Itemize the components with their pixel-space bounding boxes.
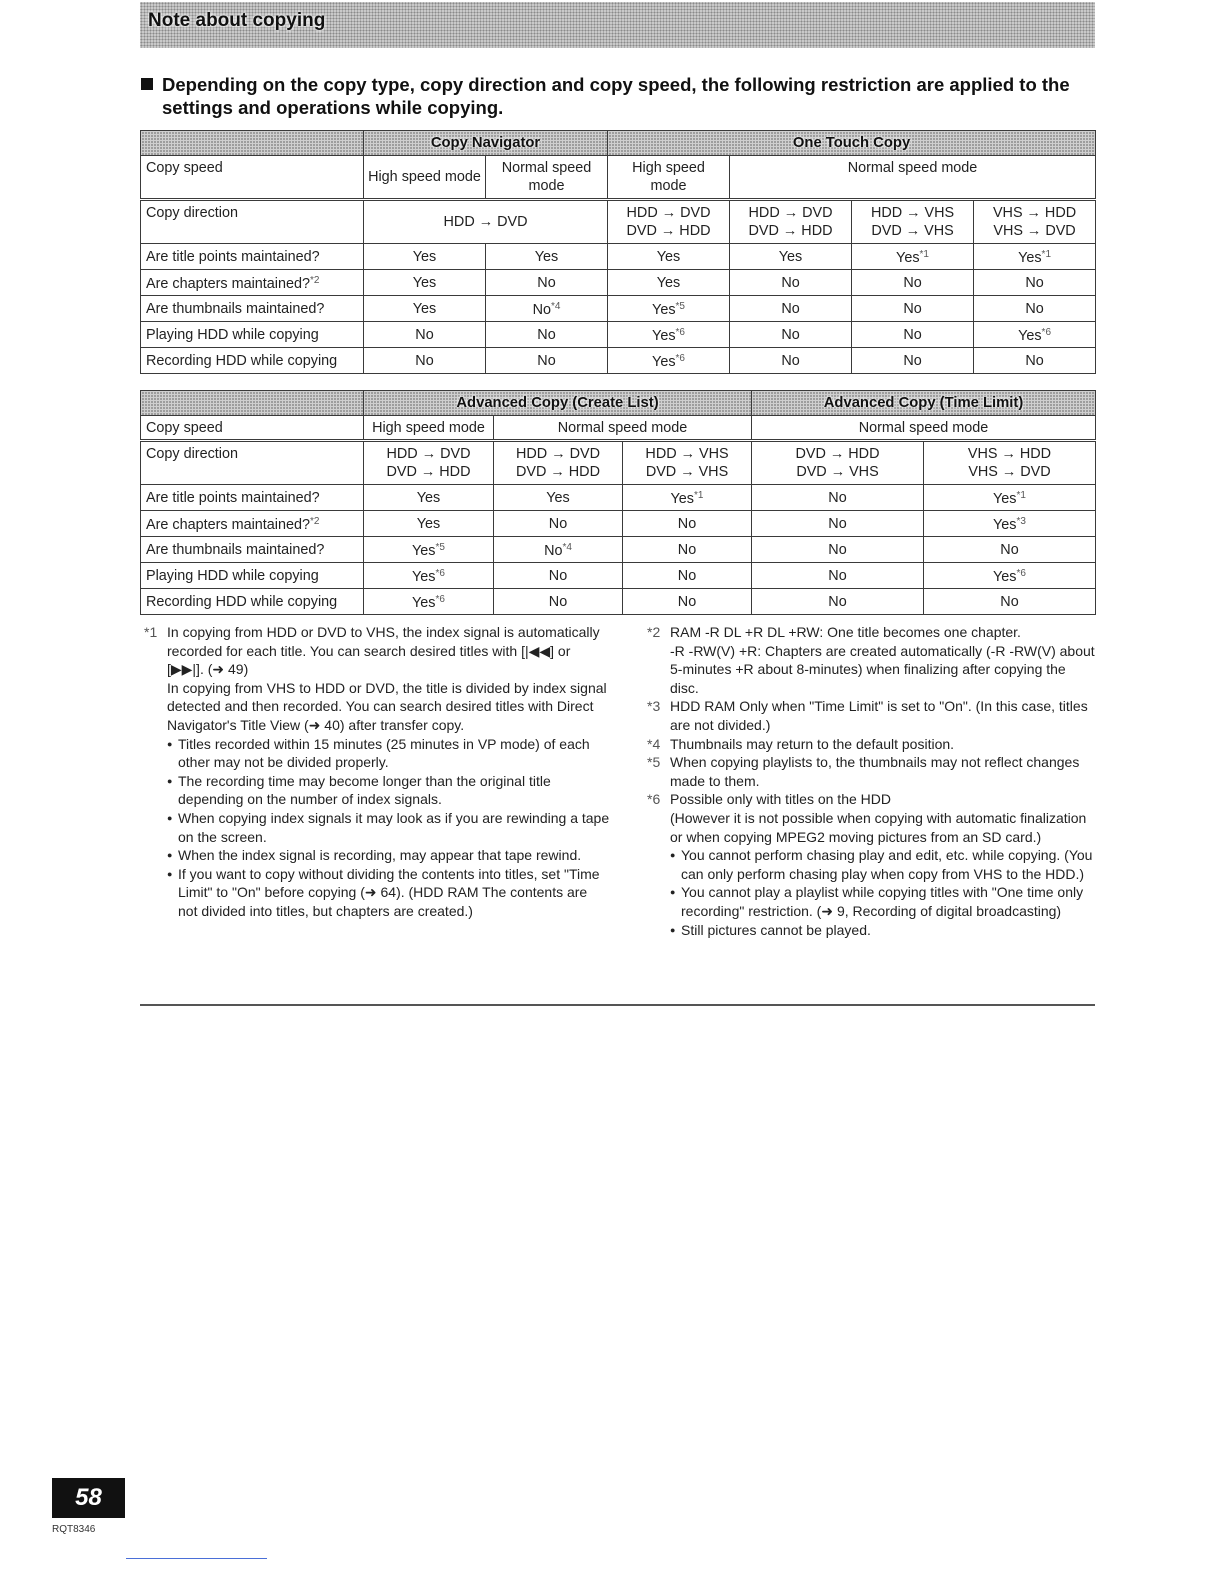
table-cell: No — [623, 537, 752, 563]
t2-direction-2: HDD → DVD DVD → HDD — [494, 441, 623, 485]
copy-speed-label: Copy speed — [141, 416, 364, 441]
link-underline — [126, 1558, 267, 1559]
table-cell: No — [752, 511, 924, 537]
table-cell: Yes — [730, 244, 852, 270]
row-label: Recording HDD while copying — [141, 348, 364, 374]
t1-speed-otc-high: High speed mode — [608, 156, 730, 200]
table1-body — [141, 244, 1096, 374]
footnote-6 — [643, 790, 1098, 939]
footnote-6-text: Possible only with titles on the HDD — [670, 791, 891, 808]
table1-corner — [141, 131, 364, 156]
table-cell: Yes$^{*6}$ — [608, 322, 730, 348]
square-bullet-icon — [141, 78, 153, 90]
footnote-ref: *6 — [435, 594, 445, 605]
footnote-2-text-2: -R -RW(V) +R: Chapters are created automatically (-R -RW(V) about 5-minutes +R about 8-minutes) when finalizing after copying the disc. — [670, 642, 1095, 696]
t1-direction-otc-2: HDD → DVD DVD → HDD — [730, 200, 852, 244]
table-cell: No — [364, 322, 486, 348]
footnote-5 — [643, 753, 1098, 790]
table-cell: No — [924, 537, 1096, 563]
footnote-ref: *4 — [562, 542, 572, 553]
table-cell: No — [494, 589, 623, 615]
table-cell: No — [730, 296, 852, 322]
footnotes-right — [643, 623, 1098, 939]
table-cell: Yes — [364, 485, 494, 511]
table2-body — [141, 485, 1096, 615]
t2-speed-cl-normal: Normal speed mode — [494, 416, 752, 441]
advanced-copy-time-limit-header: Advanced Copy (Time Limit) — [752, 391, 1096, 416]
footnote-marker: *3 — [647, 698, 661, 715]
table-cell: No — [974, 296, 1096, 322]
table-cell: No — [974, 348, 1096, 374]
copy-navigator-one-touch-table — [140, 130, 1096, 374]
t1-speed-otc-normal: Normal speed mode — [730, 156, 1096, 200]
table-cell: Yes$^{*6}$ — [608, 348, 730, 374]
table-cell: Yes — [364, 296, 486, 322]
advanced-copy-table — [140, 390, 1096, 615]
table-row — [141, 537, 1096, 563]
t1-speed-cn-high: High speed mode — [364, 156, 486, 200]
t2-direction-1: HDD → DVD DVD → HDD — [364, 441, 494, 485]
table-cell: No — [494, 563, 623, 589]
row-label: Playing HDD while copying — [141, 563, 364, 589]
table-cell: No — [364, 348, 486, 374]
table-cell: Yes — [364, 270, 486, 296]
copy-navigator-header: Copy Navigator — [364, 131, 608, 156]
row-label: Are chapters maintained?$^{*2}$ — [141, 270, 364, 296]
table2-direction-row — [141, 441, 1096, 485]
table-cell: No — [623, 563, 752, 589]
table-cell: No — [924, 589, 1096, 615]
table-cell: Yes$^{*6}$ — [364, 563, 494, 589]
footnote-ref: *2 — [310, 516, 320, 527]
footnote-ref: *5 — [435, 542, 445, 553]
footnote-ref: *1 — [694, 490, 704, 501]
table-cell: Yes$^{*3}$ — [924, 511, 1096, 537]
footnote-2 — [643, 623, 1098, 697]
table-cell: Yes$^{*1}$ — [852, 244, 974, 270]
t2-direction-5: VHS → HDD VHS → DVD — [924, 441, 1096, 485]
footnote-ref: *6 — [435, 568, 445, 579]
table-cell: No — [486, 322, 608, 348]
table2-group-header — [141, 391, 1096, 416]
page-number: 58 — [52, 1478, 125, 1518]
table-row — [141, 348, 1096, 374]
footnote-3-text: HDD RAM Only when "Time Limit" is set to "On". (In this case, titles are not divided.) — [670, 698, 1088, 733]
advanced-copy-create-list-header: Advanced Copy (Create List) — [364, 391, 752, 416]
table-cell: No — [752, 537, 924, 563]
footnote-4-text: Thumbnails may return to the default position. — [670, 735, 955, 752]
table-row — [141, 589, 1096, 615]
table-cell: Yes — [494, 485, 623, 511]
t1-direction-otc-4: VHS → HDD VHS → DVD — [974, 200, 1096, 244]
row-label: Are thumbnails maintained? — [141, 537, 364, 563]
row-label: Playing HDD while copying — [141, 322, 364, 348]
table-cell: Yes — [608, 270, 730, 296]
table-cell: Yes — [364, 511, 494, 537]
table-cell: Yes$^{*5}$ — [364, 537, 494, 563]
table-cell: No — [752, 485, 924, 511]
table-cell: No — [852, 296, 974, 322]
t2-speed-tl-normal: Normal speed mode — [752, 416, 1096, 441]
t2-direction-3: HDD → VHS DVD → VHS — [623, 441, 752, 485]
footnote-ref: *5 — [675, 301, 685, 312]
footnote-ref: *2 — [310, 275, 320, 286]
table-cell: No$^{*4}$ — [494, 537, 623, 563]
table-cell: Yes$^{*6}$ — [364, 589, 494, 615]
table-cell: No — [623, 511, 752, 537]
intro-heading-text: Depending on the copy type, copy direction and copy speed, the following restriction are applied to the settings and operations while copying. — [162, 74, 1070, 118]
table-cell: No — [752, 589, 924, 615]
footnote-marker: *2 — [647, 624, 661, 640]
table-cell: No — [486, 270, 608, 296]
footnote-ref: *4 — [550, 301, 561, 312]
table-cell: No — [852, 270, 974, 296]
table-row — [141, 511, 1096, 537]
model-code: RQT8346 — [52, 1524, 96, 1535]
footnote-6-bullet: ● You cannot perform chasing play and edit, etc. while copying. (You can only perform chasing play when copy from VHS to the HDD.) — [670, 846, 1098, 883]
table-cell: Yes — [364, 244, 486, 270]
table-cell: No — [730, 348, 852, 374]
section-title: Note about copying — [148, 10, 326, 31]
table1-group-header — [141, 131, 1096, 156]
table-cell: No$^{*4}$ — [486, 296, 608, 322]
footnote-1 — [140, 623, 610, 921]
table-row — [141, 563, 1096, 589]
footnote-ref: *6 — [1016, 568, 1026, 579]
table-cell: Yes — [608, 244, 730, 270]
table-row — [141, 270, 1096, 296]
footnote-5-text: When copying playlists to, the thumbnails may not reflect changes made to them. — [670, 754, 1080, 789]
t2-speed-cl-high: High speed mode — [364, 416, 494, 441]
one-touch-copy-header: One Touch Copy — [608, 131, 1096, 156]
table-cell: Yes$^{*5}$ — [608, 296, 730, 322]
table-cell: No — [486, 348, 608, 374]
footnote-ref: *6 — [1041, 327, 1051, 338]
footnote-1-bullet: ● When the index signal is recording, may appear that tape rewind. — [167, 846, 610, 865]
t1-direction-otc-1: HDD → DVD DVD → HDD — [608, 200, 730, 244]
table-row — [141, 296, 1096, 322]
table-cell: No — [730, 322, 852, 348]
footnote-6-text-2: (However it is not possible when copying with automatic finalization or when copying MPEG2 moving pictures from an SD card.) — [670, 809, 1087, 845]
copy-direction-label: Copy direction — [141, 200, 364, 244]
section-divider — [140, 1004, 1095, 1006]
footnote-4 — [643, 735, 1098, 754]
table-cell: No — [974, 270, 1096, 296]
footnotes-left — [140, 623, 610, 921]
table-cell: Yes$^{*1}$ — [623, 485, 752, 511]
table-row — [141, 485, 1096, 511]
table-cell: No — [752, 563, 924, 589]
footnote-1-text-2: In copying from VHS to HDD or DVD, the title is divided by index signal detected and then recorded. You can search desired titles with Direct Navigator's Title View (➜ 40) after transfer copy. — [167, 679, 607, 733]
t1-direction-otc-3: HDD → VHS DVD → VHS — [852, 200, 974, 244]
table1-speed-row — [141, 156, 1096, 200]
footnote-1-bullet: ● The recording time may become longer than the original title depending on the number of index signals. — [167, 772, 610, 809]
table-cell: Yes$^{*6}$ — [974, 322, 1096, 348]
intro-heading — [140, 73, 1100, 119]
footnote-6-bullet: ● Still pictures cannot be played. — [670, 921, 1098, 940]
table-row — [141, 322, 1096, 348]
footnote-ref: *1 — [1041, 249, 1051, 260]
footnote-ref: *1 — [1016, 490, 1026, 501]
footnote-marker: *4 — [647, 735, 661, 752]
t1-speed-cn-normal: Normal speed mode — [486, 156, 608, 200]
table1-direction-row — [141, 200, 1096, 244]
table-cell: No — [852, 348, 974, 374]
table-cell: No — [852, 322, 974, 348]
footnote-ref: *6 — [675, 327, 685, 338]
section-header-bar — [140, 2, 1095, 48]
table2-corner — [141, 391, 364, 416]
footnote-1-bullet: ● Titles recorded within 15 minutes (25 minutes in VP mode) of each other may not be divided properly. — [167, 735, 610, 772]
table-row — [141, 244, 1096, 270]
t1-direction-cn: HDD → DVD — [364, 200, 608, 244]
footnote-1-bullet: ● When copying index signals it may look as if you are rewinding a tape on the screen. — [167, 809, 610, 846]
footnote-ref: *6 — [675, 353, 685, 364]
table-cell: Yes$^{*1}$ — [924, 485, 1096, 511]
footnote-6-bullet: ● You cannot play a playlist while copying titles with "One time only recording" restriction. (➜ 9, Recording of digital broadcasting) — [670, 883, 1098, 920]
footnote-1-bullet: ● If you want to copy without dividing the contents into titles, set "Time Limit" to "On" before copying (➜ 64). (HDD RAM The contents are not divided into titles, but chapters are created.) — [167, 865, 610, 921]
footnote-2-text: RAM -R DL +R DL +RW: One title becomes one chapter. — [670, 624, 1021, 640]
row-label: Recording HDD while copying — [141, 589, 364, 615]
row-label: Are chapters maintained?$^{*2}$ — [141, 511, 364, 537]
footnote-1-text: In copying from HDD or DVD to VHS, the index signal is automatically recorded for each title. You can search desired titles with [|◀◀] or [▶▶|]. (➜ 49) — [167, 624, 600, 678]
footnote-ref: *3 — [1016, 516, 1026, 527]
table-cell: Yes$^{*6}$ — [924, 563, 1096, 589]
copy-direction-label: Copy direction — [141, 441, 364, 485]
table-cell: No — [494, 511, 623, 537]
row-label: Are thumbnails maintained? — [141, 296, 364, 322]
table2-speed-row — [141, 416, 1096, 441]
footnote-marker: *6 — [647, 791, 661, 808]
table-cell: No — [730, 270, 852, 296]
row-label: Are title points maintained? — [141, 485, 364, 511]
footnote-ref: *1 — [919, 249, 929, 260]
row-label: Are title points maintained? — [141, 244, 364, 270]
footnote-marker: *1 — [144, 624, 158, 640]
footnote-marker: *5 — [647, 754, 661, 771]
footnote-3 — [643, 697, 1098, 734]
table-cell: Yes$^{*1}$ — [974, 244, 1096, 270]
table-cell: Yes — [486, 244, 608, 270]
table-cell: No — [623, 589, 752, 615]
copy-speed-label: Copy speed — [141, 156, 364, 200]
t2-direction-4: DVD → HDD DVD → VHS — [752, 441, 924, 485]
